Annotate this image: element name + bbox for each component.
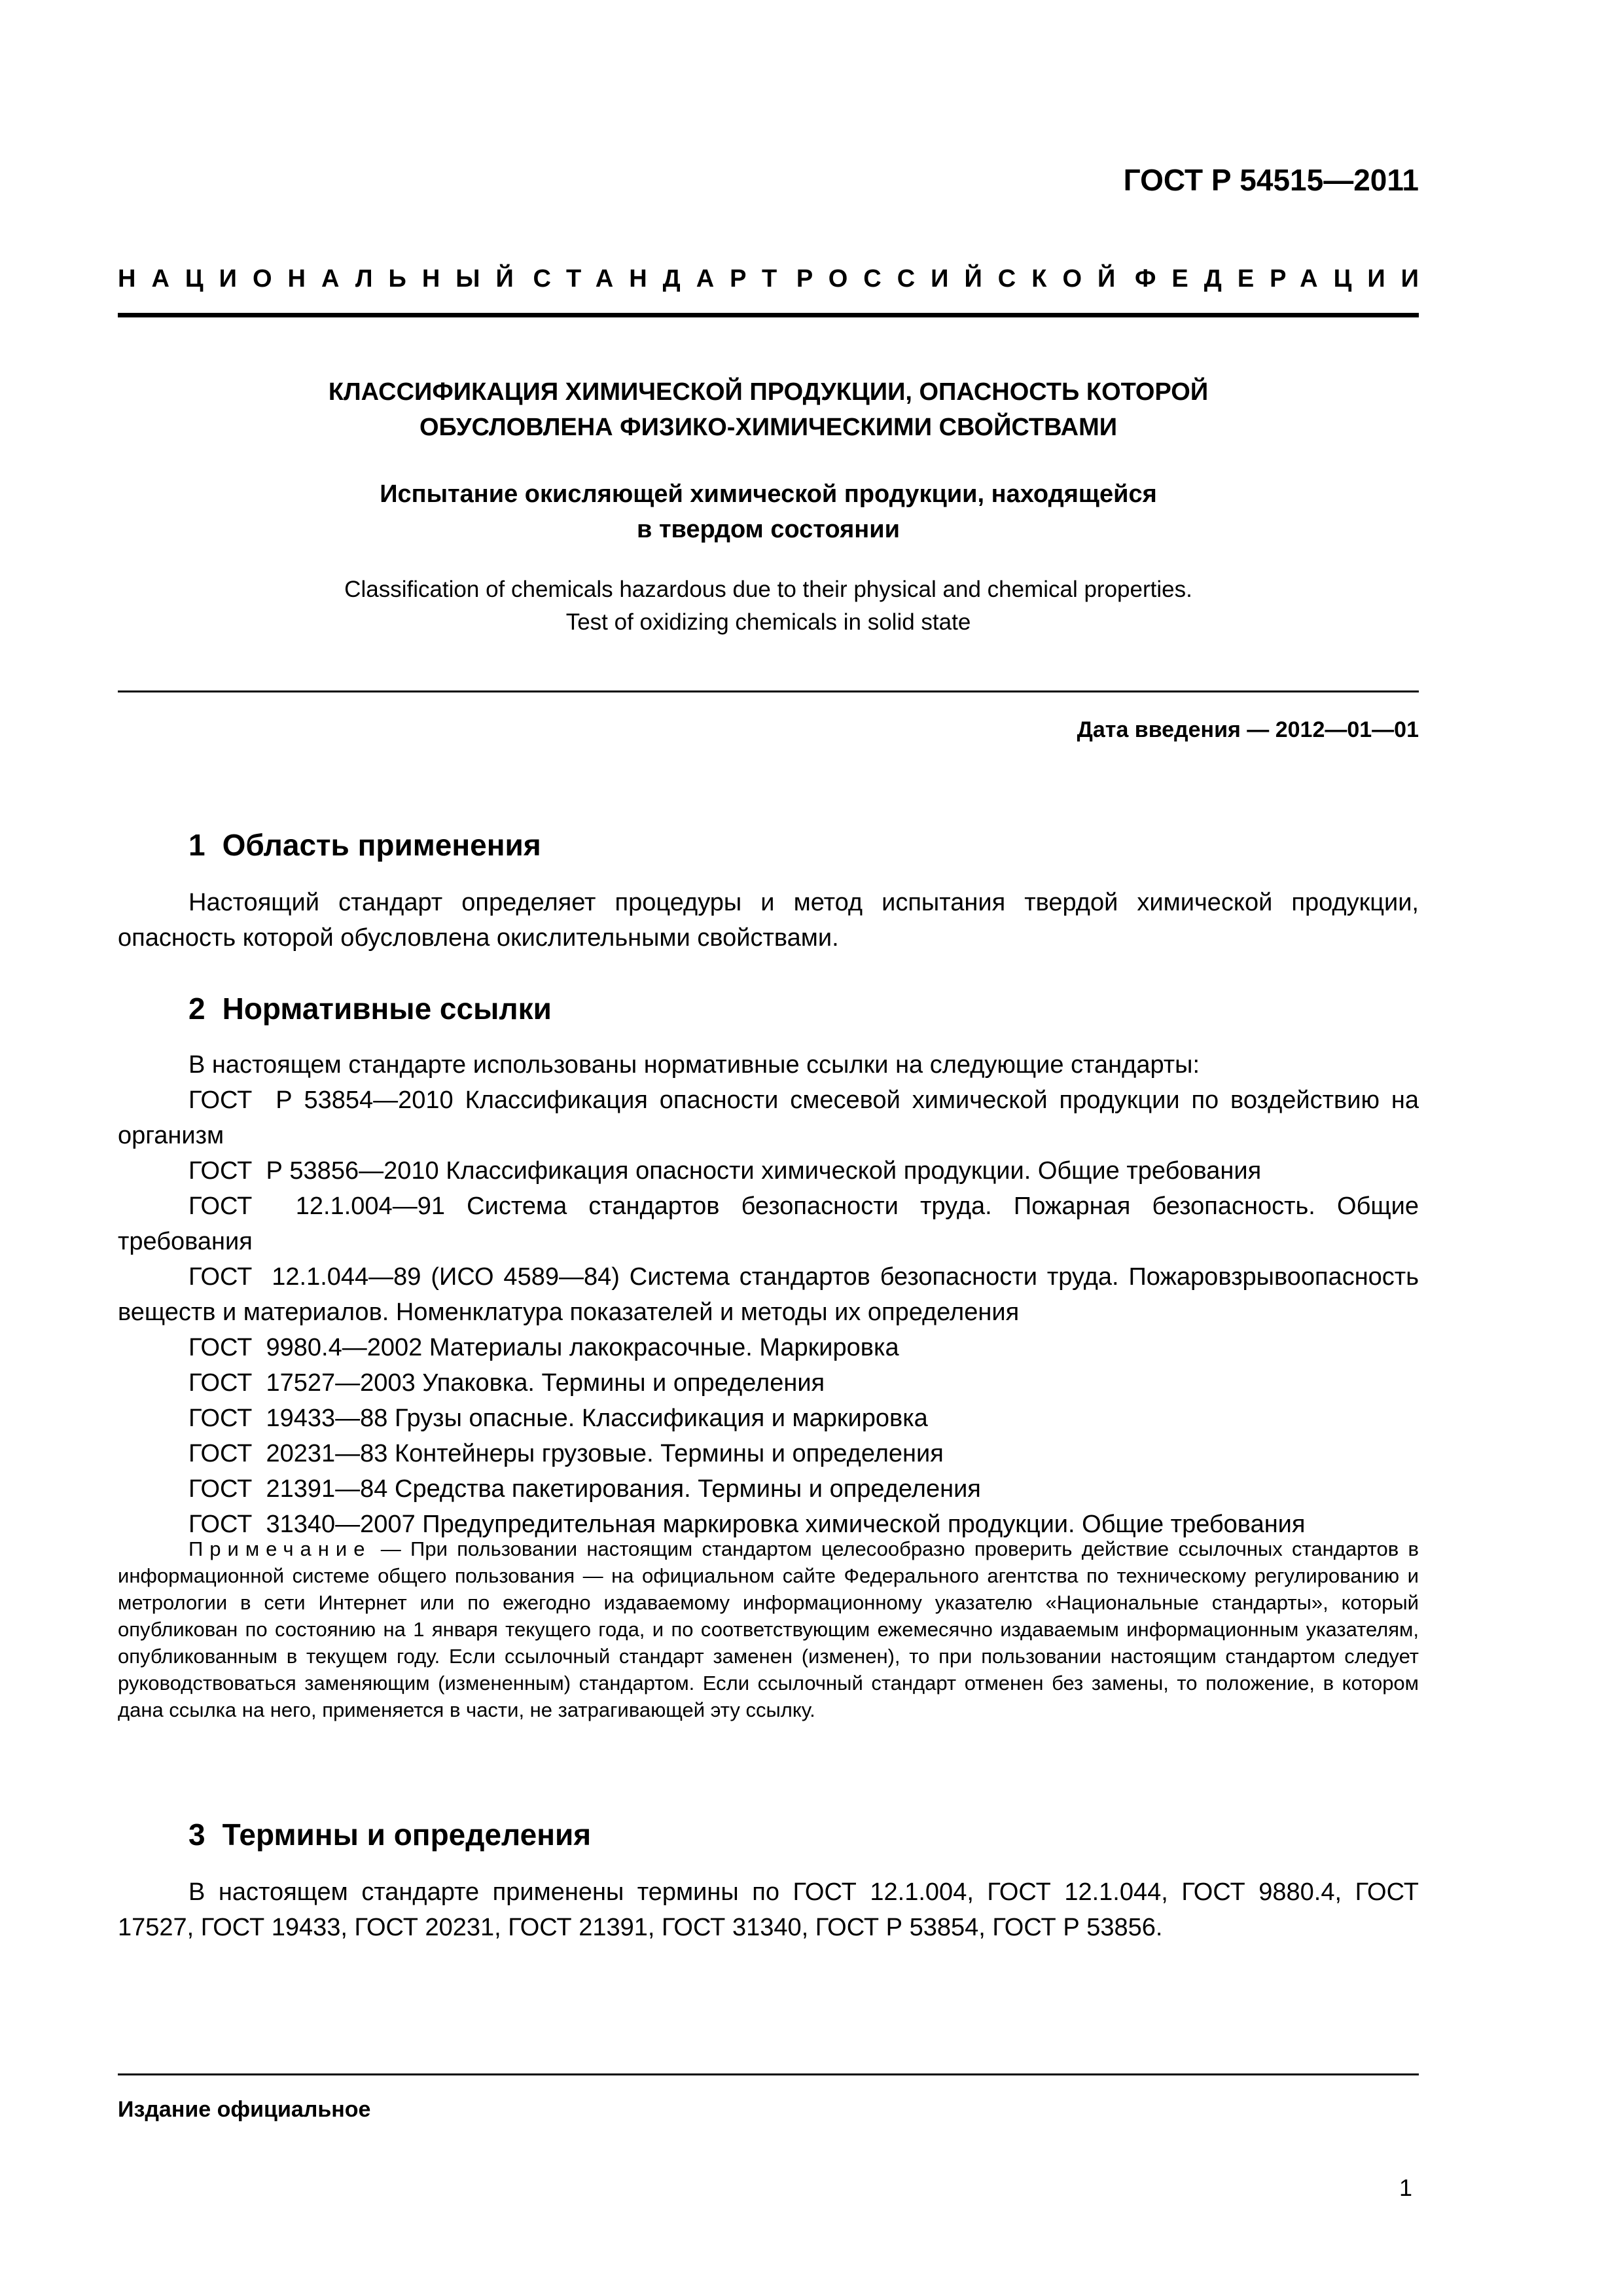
reference-code: ГОСТ 31340—2007 (188, 1511, 416, 1538)
standard-type-word: ФЕДЕРАЦИИ (1134, 265, 1435, 293)
subtitle-line: в твердом состоянии (637, 516, 900, 543)
standard-type-word: РОССИЙСКОЙ (796, 265, 1132, 293)
section-title: Область применения (222, 828, 541, 862)
reference-item (118, 1330, 1419, 1365)
section-text-terms: В настоящем стандарте применены термины по ГОСТ 12.1.004, ГОСТ 12.1.044, ГОСТ 9880.4, ГОСТ 17527, ГОСТ 19433, ГОСТ 20231, ГОСТ 21391, ГОСТ 31340, ГОСТ Р 53854, ГОСТ Р 53856. (118, 1878, 1419, 1941)
introduction-date: Дата введения — 2012—01—01 (1077, 717, 1419, 742)
reference-code: ГОСТ 12.1.004—91 (188, 1193, 445, 1220)
english-title (118, 573, 1419, 639)
standard-type-word: СТАНДАРТ (533, 265, 793, 293)
reference-item (118, 1471, 1419, 1507)
document-subtitle (118, 476, 1419, 547)
section-text-references: В настоящем стандарте использованы нормативные ссылки на следующие стандарты: (188, 1051, 1200, 1079)
page-number: 1 (1399, 2174, 1412, 2201)
section-heading-references (188, 991, 552, 1026)
reference-title: Классификация опасности смесевой химической продукции по воздействию на организм (118, 1086, 1419, 1149)
reference-code: ГОСТ 12.1.044—89 (188, 1263, 421, 1291)
reference-code: ГОСТ 21391—84 (188, 1475, 388, 1503)
reference-code: ГОСТ Р 53856—2010 (188, 1157, 439, 1185)
references-note (118, 1535, 1419, 1723)
document-code: ГОСТ Р 54515—2011 (1123, 163, 1419, 197)
reference-item (118, 1365, 1419, 1401)
title-line: ОБУСЛОВЛЕНА ФИЗИКО-ХИМИЧЕСКИМИ СВОЙСТВАМИ (419, 414, 1118, 441)
reference-item (118, 1401, 1419, 1436)
reference-title: (ИСО 4589—84) Система стандартов безопасности труда. Пожаровзрывоопасность веществ и материалов. Номенклатура показателей и методы их определения (118, 1263, 1419, 1326)
english-title-line: Test of oxidizing chemicals in solid state (565, 609, 971, 635)
section-heading-terms (188, 1817, 591, 1852)
english-title-line: Classification of chemicals hazardous due to their physical and chemical properties. (344, 577, 1192, 602)
reference-title: Предупредительная маркировка химической продукции. Общие требования (422, 1511, 1306, 1538)
reference-code: ГОСТ 9980.4—2002 (188, 1334, 423, 1361)
reference-title: Грузы опасные. Классификация и маркировка (395, 1405, 928, 1432)
reference-code: ГОСТ 20231—83 (188, 1440, 388, 1467)
reference-code: ГОСТ 19433—88 (188, 1405, 388, 1432)
section-number: 1 (188, 828, 205, 862)
reference-item (118, 1259, 1419, 1330)
header-divider (118, 313, 1419, 317)
reference-title: Упаковка. Термины и определения (422, 1369, 825, 1397)
reference-item (118, 1436, 1419, 1471)
standard-type-heading (118, 265, 1435, 293)
footer-divider (118, 2073, 1419, 2075)
reference-title: Средства пакетирования. Термины и определения (395, 1475, 981, 1503)
subtitle-line: Испытание окисляющей химической продукции, находящейся (380, 480, 1157, 508)
section-text-scope: Настоящий стандарт определяет процедуры и метод испытания твердой химической продукции, опасность которой обусловлена окислительными свойствами. (118, 889, 1419, 952)
reference-item (118, 1189, 1419, 1259)
reference-code: ГОСТ Р 53854—2010 (188, 1086, 454, 1114)
reference-item (118, 1083, 1419, 1153)
section-title: Нормативные ссылки (222, 992, 552, 1026)
note-text: — При пользовании настоящим стандартом целесообразно проверить действие ссылочных стандартов в информационной системе общего пользования — на официальном сайте Федерального агентства по техническому регулированию и метрологии в сети Интернет или по ежегодно издаваемому информационному указателю «Национальные стандарты», который опубликован по состоянию на 1 января текущего года, и по соответствующим ежемесячно издаваемым информационным указателям, опубликованным в текущем году. Если ссылочный стандарт заменен (изменен), то при пользовании настоящим стандартом следует руководствоваться заменяющим (измененным) стандартом. Если ссылочный стандарт отменен без замены, то положение, в котором дана ссылка на него, применяется в части, не затрагивающей эту ссылку. (118, 1537, 1419, 1721)
reference-title: Материалы лакокрасочные. Маркировка (429, 1334, 899, 1361)
section-number: 2 (188, 992, 205, 1026)
reference-title: Классификация опасности химической продукции. Общие требования (446, 1157, 1262, 1185)
reference-title: Система стандартов безопасности труда. Пожарная безопасность. Общие требования (118, 1193, 1419, 1255)
reference-item (118, 1153, 1419, 1189)
note-label: Примечание (188, 1537, 372, 1560)
section-title: Термины и определения (222, 1818, 592, 1852)
document-title (118, 374, 1419, 445)
section-heading-scope (188, 827, 541, 863)
title-divider (118, 691, 1419, 692)
reference-code: ГОСТ 17527—2003 (188, 1369, 416, 1397)
section-number: 3 (188, 1818, 205, 1852)
official-edition-label: Издание официальное (118, 2097, 371, 2122)
standard-type-word: НАЦИОНАЛЬНЫЙ (118, 265, 529, 293)
reference-title: Контейнеры грузовые. Термины и определения (395, 1440, 944, 1467)
title-line: КЛАССИФИКАЦИЯ ХИМИЧЕСКОЙ ПРОДУКЦИИ, ОПАСНОСТЬ КОТОРОЙ (328, 378, 1209, 406)
reference-list (118, 1083, 1419, 1542)
